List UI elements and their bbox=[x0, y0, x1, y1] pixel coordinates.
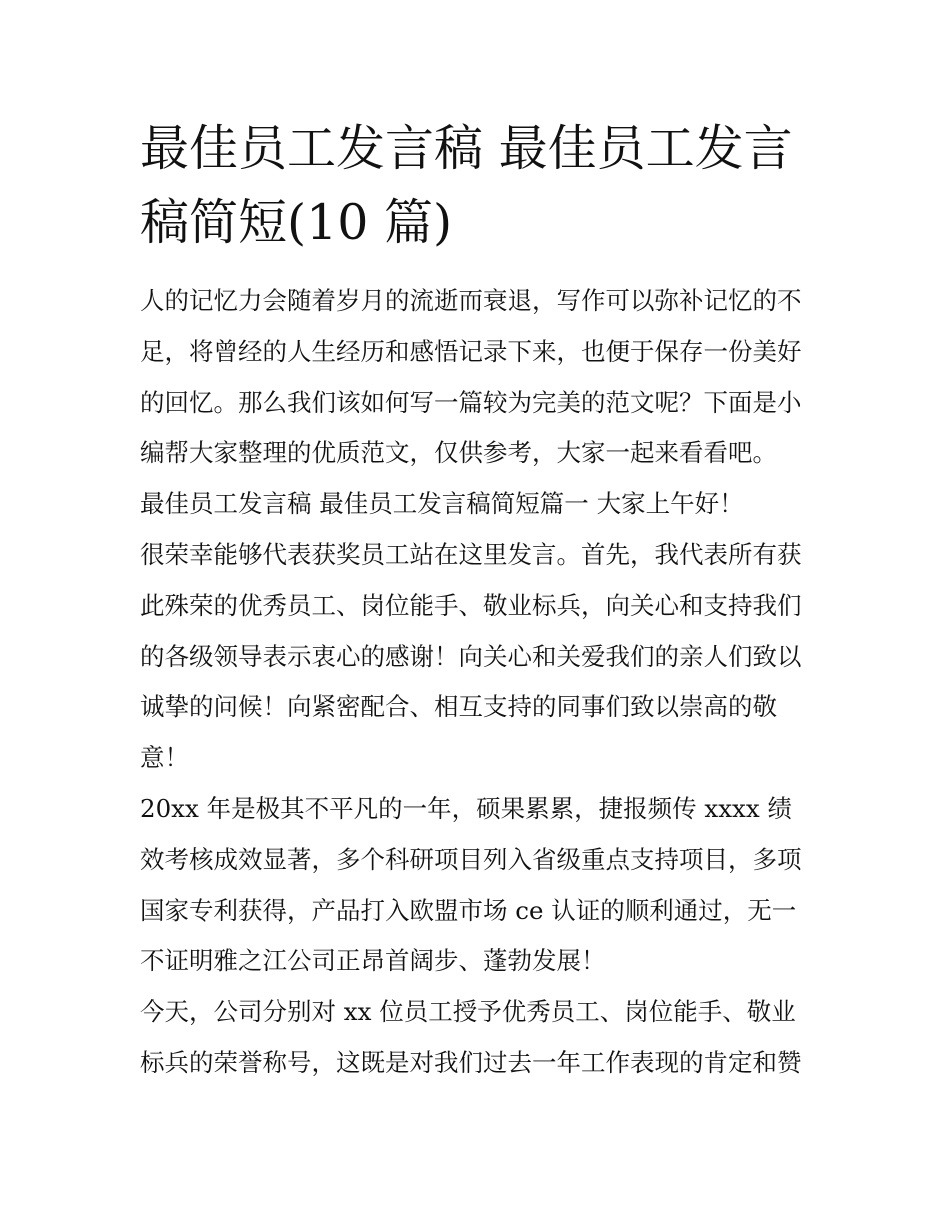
paragraph-thanks: 很荣幸能够代表获奖员工站在这里发言。首先，我代表所有获此殊荣的优秀员工、岗位能手、敬业标兵，向关心和支持我们的各级领导表示衷心的感谢！向关心和关爱我们的亲人们致以诚挚的问候！向紧密配合、相互支持的同事们致以崇高的敬意！ bbox=[140, 539, 802, 773]
paragraph-achievements: 20xx 年是极其不平凡的一年，硕果累累，捷报频传 xxxx 绩效考核成效显著，多个科研项目列入省级重点支持项目，多项国家专利获得，产品打入欧盟市场 ce 认证的顺利通过，无一不证明雅之江公司正昂首阔步、蓬勃发展！ bbox=[140, 793, 802, 976]
paragraph-heading-greeting: 最佳员工发言稿 最佳员工发言稿简短篇一 大家上午好！ bbox=[140, 489, 744, 519]
document-body bbox=[140, 276, 816, 1089]
document-title: 最佳员工发言稿 最佳员工发言稿简短(10 篇) bbox=[140, 120, 793, 251]
paragraph-honors: 今天，公司分别对 xx 位员工授予优秀员工、岗位能手、敬业标兵的荣誉称号，这既是对我们过去一年工作表现的肯定和赞 bbox=[140, 997, 802, 1077]
paragraph-intro: 人的记忆力会随着岁月的流逝而衰退，写作可以弥补记忆的不足，将曾经的人生经历和感悟记录下来，也便于保存一份美好的回忆。那么我们该如何写一篇较为完美的范文呢？下面是小编帮大家整理的优质范文，仅供参考，大家一起来看看吧。 bbox=[140, 286, 802, 468]
